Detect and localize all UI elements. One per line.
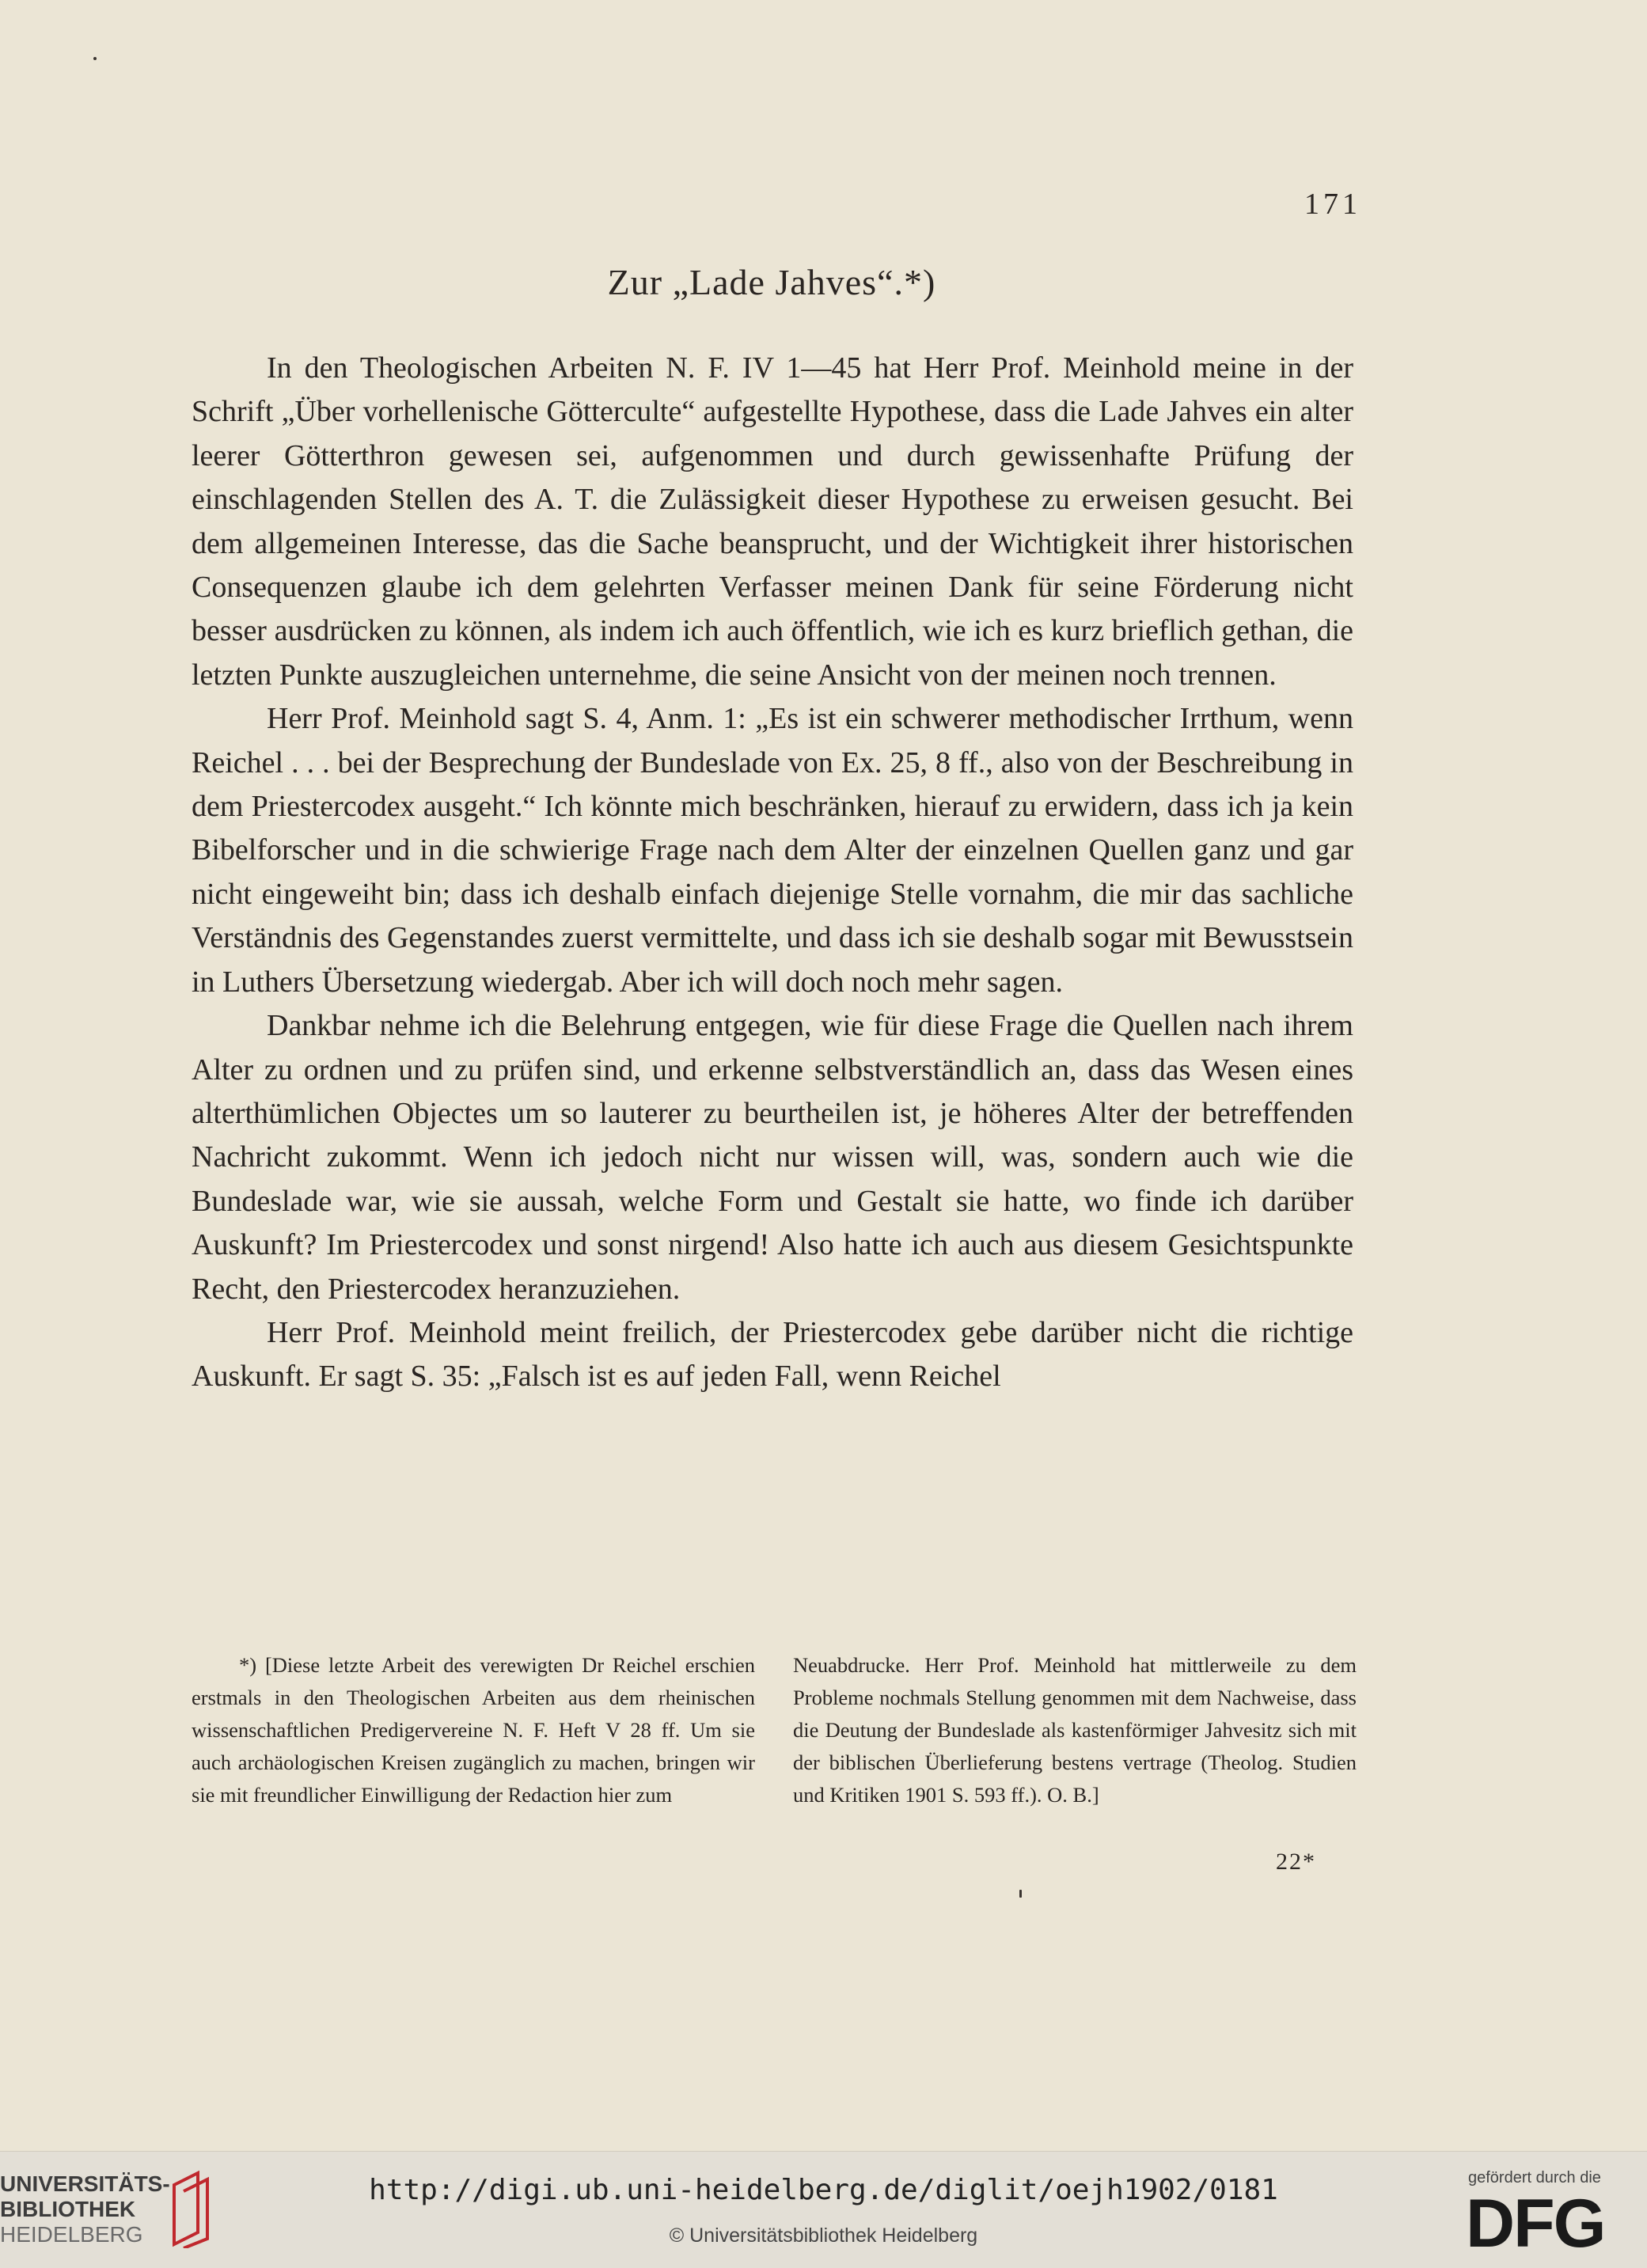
article-title: Zur „Lade Jahves“.*) <box>607 262 936 302</box>
footnote-left-column: *) [Diese letzte Arbeit des verewigten Dr Reichel erschien erstmals in den Theologischen Arbeiten aus dem rheinischen wissenschaftlichen Predigervereine N. F. Heft V 28 ff. Um sie auch archäologischen Kreisen zugänglich zu machen, bringen wir sie mit freundlicher Einwilligung der Redaction hier zum <box>192 1653 755 1807</box>
scan-speck <box>1019 1890 1022 1898</box>
paragraph: Herr Prof. Meinhold sagt S. 4, Anm. 1: „Es ist ein schwerer methodischer Irrthum, wenn Reichel . . . bei der Besprechung der Bundeslade von Ex. 25, 8 ff., also von der Beschreibung in dem Priestercodex ausgeht.“ Ich könnte mich beschränken, hierauf zu erwidern, dass ich ja kein Bibelforscher und in die schwierige Frage nach dem Alter der einzelnen Quellen ganz und gar nicht eingeweiht bin; dass ich deshalb einfach diejenige Stelle vornahm, die mir das sachliche Verständnis des Gegenstandes zuerst vermittelte, und dass ich sie deshalb sogar mit Bewusstsein in Luthers Übersetzung wiedergab. Aber ich will doch noch mehr sagen. <box>192 702 1353 999</box>
viewer-footer <box>0 2151 1647 2268</box>
footnote-right-column: Neuabdrucke. Herr Prof. Meinhold hat mittlerweile zu dem Probleme nochmals Stellung genommen mit dem Nachweise, dass die Deutung der Bundeslade als kastenförmiger Jahvesitz sich mit der biblischen Überlieferung bestens vertrage (Theolog. Studien und Kritiken 1901 S. 593 ff.). O. B.] <box>793 1653 1357 1807</box>
dfg-logo[interactable]: DFG <box>1466 2186 1605 2262</box>
body-text <box>192 347 1353 1399</box>
page-number: 171 <box>1304 188 1361 221</box>
scan-speck <box>93 57 97 60</box>
paragraph: Herr Prof. Meinhold meint freilich, der Priestercodex gebe darüber nicht die richtige Auskunft. Er sagt S. 35: „Falsch ist es auf jeden Fall, wenn Reichel <box>192 1315 1353 1394</box>
permalink-url[interactable]: http://digi.ub.uni-heidelberg.de/diglit/oejh1902/0181 <box>369 2174 1278 2206</box>
funding-caption: gefördert durch die <box>1468 2169 1601 2186</box>
copyright-notice: © Universitätsbibliothek Heidelberg <box>669 2224 978 2247</box>
library-name-line: UNIVERSITÄTS- <box>0 2171 170 2196</box>
library-name-line: HEIDELBERG <box>0 2222 143 2247</box>
signature-mark: 22* <box>1276 1849 1316 1875</box>
paragraph: In den Theologischen Arbeiten N. F. IV 1—45 hat Herr Prof. Meinhold meine in der Schrift „Über vorhellenische Götterculte“ aufgestellte Hypothese, dass die Lade Jahves ein alter leerer Götterthron gewesen sei, aufgenommen und durch gewissenhafte Prüfung der einschlagenden Stellen des A. T. die Zulässigkeit dieser Hypothese zu erweisen gesucht. Bei dem allgemeinen Interesse, das die Sache beansprucht, und der Wichtigkeit ihrer historischen Consequenzen glaube ich dem gelehrten Verfasser meinen Dank für seine Förderung nicht besser ausdrücken zu können, als indem ich auch öffentlich, wie ich es kurz brieflich gethan, die letzten Punkte auszugleichen unternehme, die seine Ansicht von der meinen noch trennen. <box>192 351 1353 692</box>
paragraph: Dankbar nehme ich die Belehrung entgegen, wie für diese Frage die Quellen nach ihrem Alter zu ordnen und zu prüfen sind, und erkenne selbstverständlich an, dass das Wesen eines alterthümlichen Objectes um so lauterer zu beurtheilen ist, je höheres Alter der betreffenden Nachricht zukommt. Wenn ich jedoch nicht nur wissen will, was, sondern auch wie die Bundeslade war, wie sie aussah, welche Form und Gestalt sie hatte, wo finde ich darüber Auskunft? Im Priestercodex und sonst nirgend! Also hatte ich auch aus diesem Gesichtspunkte Recht, den Priestercodex heranzuziehen. <box>192 1009 1353 1306</box>
library-name-line: BIBLIOTHEK <box>0 2197 136 2221</box>
